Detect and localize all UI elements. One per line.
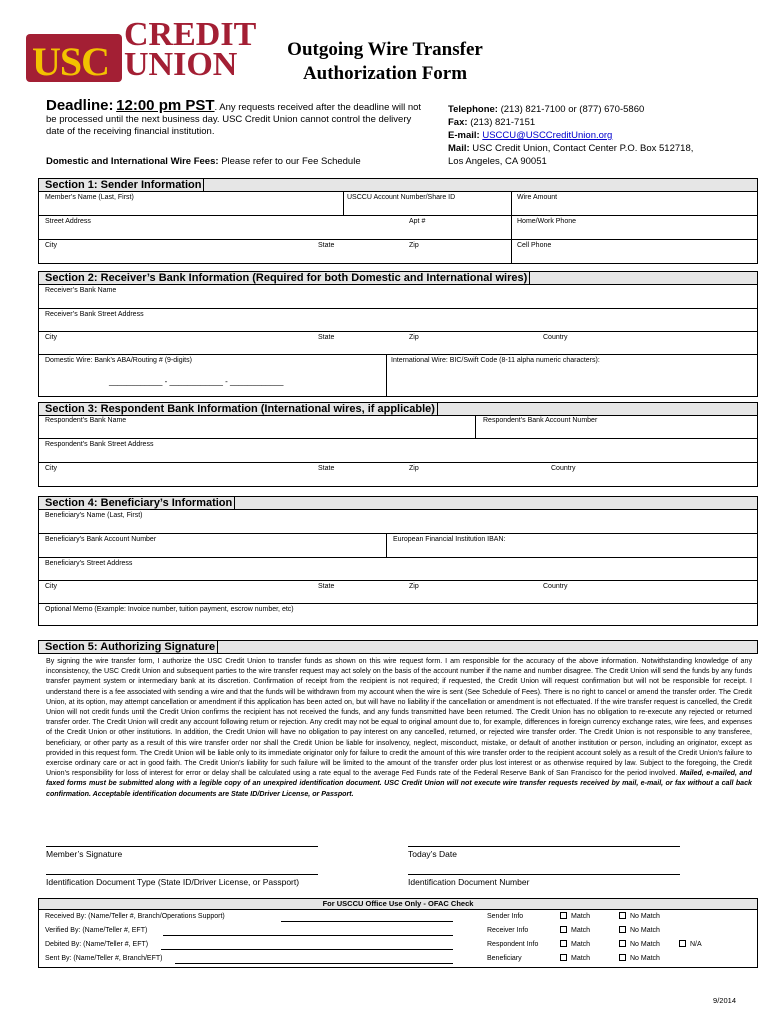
sent-by-label: Sent By: (Name/Teller #, Branch/EFT) bbox=[45, 955, 163, 962]
aba-routing-blanks[interactable]: ____________ - ____________ - ____________ bbox=[109, 377, 284, 386]
legal-terms: By signing the wire transfer form, I authorize the USC Credit Union to transfer funds as shown on this wire request form. I am responsible for the accuracy of the above information. Notwithstanding knowledge of any inconsistency, the USC Credit Union and subsequent parties to the wire transfer request may act solely on the basis of the account number if the name and number disagree. The Credit Union will send the funds by any funds transfer payment system or intermediary bank at its discretion. Confirmation of receipt from the recipient is not required; if requested, the Credit Union will request confirmation but will not be responsible for receipt. I understand there is a fee associated with sending a wire and that the funds will be withdrawn from my account when the wire is sent (See Schedule of Fees). There is no right to cancel or amend the transfer order. The Credit Union, at its option, may attempt cancellation or amendment if this application has been acted on, but will have no liability if the cancellation or amendment is not effectuated. If the wire transfer request is cancelled, the Credit Union will not credit funds until the Credit Union confirms the recipient has not received the funds, and any funds transmitted have been returned. The Credit Union has no obligation to re-execute any rejected or returned transfer order. The Credit Union will credit any account following return or rejection. Any credit may not be equal to original amount due to, for example, differences in foreign currency exchange rates, wire fees, and expenses of the Credit Union or other institutions. In addition, the Credit Union will have no obligation to pay interest on any cancelled, returned, or rejected wire transfer order. The Credit Union is not responsible to any transferee, beneficiary, or other party as a result of this wire transfer order nor shall the Credit Union be liable for insolvency, neglect, misconduct, mistake, or default of another institution or person, including an originator, except as provided in this request form. The Credit Union will be liable only to its immediate originator only for failure to credit the amount of this wire transfer order to the recipient account solely as a result of the Credit Union’s failure to exercise ordinary care or act in good faith. The Credit Union’s liability for such failure will be limited to the amount of the transfer order plus lost interest or as otherwise required by law. Subject to the foregoing, the Credit Union’s responsibility for loss of interest for error or delay shall be calculated using a rate equal to the average Fed Funds rate of the Federal Reserve Bank of San Francisco for the period involved. Mailed, e-mailed, and faxed forms must be submitted along with a legible copy of an unexpired identification document. USC Credit Union will not execute wire transfer requests received by mail, e-mail, or fax without a call back confirmation. Acceptable identification documents are State ID/Driver License, or Passport. bbox=[46, 657, 752, 798]
respondent-state-field[interactable]: State bbox=[318, 465, 335, 472]
receiver-no-match-checkbox[interactable]: No Match bbox=[619, 926, 660, 934]
date-line[interactable] bbox=[408, 846, 680, 847]
verified-by-line[interactable] bbox=[163, 935, 453, 936]
street-address-field[interactable]: Street Address bbox=[45, 218, 91, 225]
sender-info-check-label: Sender Info bbox=[487, 913, 524, 920]
beneficiary-account-field[interactable]: Beneficiary’s Bank Account Number bbox=[45, 536, 157, 543]
receiver-match-checkbox[interactable]: Match bbox=[560, 926, 590, 934]
state-field[interactable]: State bbox=[318, 242, 335, 249]
s2-row-3 bbox=[39, 331, 757, 354]
sender-no-match-checkbox[interactable]: No Match bbox=[619, 912, 660, 920]
receiver-country-field[interactable]: Country bbox=[543, 334, 568, 341]
debited-by-label: Debited By: (Name/Teller #, EFT) bbox=[45, 941, 149, 948]
usc-credit-union-logo bbox=[26, 16, 257, 84]
s3-row-1 bbox=[39, 415, 757, 438]
respondent-bank-name-field[interactable]: Respondent’s Bank Name bbox=[45, 417, 127, 424]
home-phone-field[interactable]: Home/Work Phone bbox=[517, 218, 577, 225]
respondent-street-field[interactable]: Respondent’s Bank Street Address bbox=[45, 441, 154, 448]
section-4-fields bbox=[38, 510, 758, 626]
s3-row-2 bbox=[39, 438, 757, 462]
beneficiary-state-field[interactable]: State bbox=[318, 583, 335, 590]
id-type-line[interactable] bbox=[46, 874, 318, 875]
s1-row-3 bbox=[39, 239, 757, 263]
office-use-header: For USCCU Office Use Only - OFAC Check bbox=[39, 899, 757, 910]
verified-by-label: Verified By: (Name/Teller #, EFT) bbox=[45, 927, 148, 934]
email-link[interactable]: USCCU@USCCreditUnion.org bbox=[482, 130, 613, 141]
section-1-header: Section 1: Sender Information bbox=[38, 178, 758, 192]
beneficiary-name-field[interactable]: Beneficiary’s Name (Last, First) bbox=[45, 512, 143, 519]
s4-row-4 bbox=[39, 580, 757, 603]
received-by-label: Received By: (Name/Teller #, Branch/Operations Support) bbox=[45, 913, 225, 920]
fees-notice: Domestic and International Wire Fees: Please refer to our Fee Schedule bbox=[46, 156, 361, 167]
beneficiary-match-checkbox[interactable]: Match bbox=[560, 954, 590, 962]
s2-row-1 bbox=[39, 285, 757, 308]
receiver-state-field[interactable]: State bbox=[318, 334, 335, 341]
logo-usc-text: USC bbox=[32, 39, 110, 84]
form-title: Outgoing Wire Transfer Authorization Form bbox=[287, 39, 483, 84]
account-number-field[interactable]: USCCU Account Number/Share ID bbox=[347, 194, 456, 201]
member-signature-label: Member’s Signature bbox=[46, 849, 123, 859]
respondent-no-match-checkbox[interactable]: No Match bbox=[619, 940, 660, 948]
date-label: Today’s Date bbox=[408, 849, 457, 859]
legal-terms-bold: Mailed, e-mailed, and faxed forms must be submitted along with a legible copy of an unexpired identification document. USC Credit Union will not execute wire transfer requests received by mail, e-mail, or fax without a call back confirmation. Acceptable identification documents are State ID/Driver License, or Passport. bbox=[46, 769, 752, 798]
aba-routing-field[interactable]: Domestic Wire: Bank’s ABA/Routing # (9-digits) bbox=[45, 357, 192, 364]
beneficiary-city-field[interactable]: City bbox=[45, 583, 58, 590]
respondent-account-field[interactable]: Respondent’s Bank Account Number bbox=[483, 417, 598, 424]
id-type-label: Identification Document Type (State ID/Driver License, or Passport) bbox=[46, 877, 300, 887]
member-name-field[interactable]: Member’s Name (Last, First) bbox=[45, 194, 134, 201]
s1-row-1 bbox=[39, 192, 757, 215]
deadline-notice: Deadline: 12:00 pm PST. Any requests received after the deadline will not be processed until the next business day. USC Credit Union cannot control the delivery date of the receiving financial institution. bbox=[46, 97, 422, 137]
receiver-zip-field[interactable]: Zip bbox=[409, 334, 419, 341]
form-revision-date: 9/2014 bbox=[713, 996, 736, 1005]
deadline-time: 12:00 pm PST bbox=[116, 97, 215, 114]
s3-row-3 bbox=[39, 462, 757, 486]
fax: (213) 821-7151 bbox=[470, 117, 536, 128]
sender-match-checkbox[interactable]: Match bbox=[560, 912, 590, 920]
beneficiary-street-field[interactable]: Beneficiary’s Street Address bbox=[45, 560, 133, 567]
respondent-country-field[interactable]: Country bbox=[551, 465, 576, 472]
section-5-header: Section 5: Authorizing Signature bbox=[38, 640, 758, 654]
respondent-info-check-label: Respondent Info bbox=[487, 941, 539, 948]
optional-memo-field[interactable]: Optional Memo (Example: Invoice number, tuition payment, escrow number, etc) bbox=[45, 606, 294, 613]
receiver-bank-name-field[interactable]: Receiver’s Bank Name bbox=[45, 287, 117, 294]
beneficiary-no-match-checkbox[interactable]: No Match bbox=[619, 954, 660, 962]
iban-field[interactable]: European Financial Institution IBAN: bbox=[393, 536, 506, 543]
id-number-label: Identification Document Number bbox=[408, 877, 530, 887]
id-number-line[interactable] bbox=[408, 874, 680, 875]
beneficiary-check-label: Beneficiary bbox=[487, 955, 522, 962]
s4-row-2 bbox=[39, 533, 757, 557]
beneficiary-zip-field[interactable]: Zip bbox=[409, 583, 419, 590]
s4-row-3 bbox=[39, 557, 757, 580]
member-signature-line[interactable] bbox=[46, 846, 318, 847]
s4-row-5 bbox=[39, 603, 757, 625]
received-by-line[interactable] bbox=[281, 921, 453, 922]
receiver-bank-street-field[interactable]: Receiver’s Bank Street Address bbox=[45, 311, 144, 318]
respondent-zip-field[interactable]: Zip bbox=[409, 465, 419, 472]
section-2-header: Section 2: Receiver’s Bank Information (Required for both Domestic and International wires) bbox=[38, 271, 758, 285]
respondent-city-field[interactable]: City bbox=[45, 465, 58, 472]
deadline-label: Deadline: bbox=[46, 97, 114, 114]
city-field[interactable]: City bbox=[45, 242, 58, 249]
office-use-box bbox=[38, 898, 758, 968]
section-3-fields bbox=[38, 415, 758, 487]
receiver-info-check-label: Receiver Info bbox=[487, 927, 529, 934]
receiver-city-field[interactable]: City bbox=[45, 334, 58, 341]
s2-row-4 bbox=[39, 354, 757, 396]
apt-field[interactable]: Apt # bbox=[409, 218, 426, 225]
s4-row-1 bbox=[39, 510, 757, 533]
cell-phone-field[interactable]: Cell Phone bbox=[517, 242, 552, 249]
logo-credit-union-text: CREDIT UNION bbox=[124, 16, 257, 83]
beneficiary-country-field[interactable]: Country bbox=[543, 583, 568, 590]
debited-by-line[interactable] bbox=[161, 949, 453, 950]
s2-row-2 bbox=[39, 308, 757, 331]
bic-swift-field[interactable]: International Wire: BIC/Swift Code (8-11 alpha numeric characters): bbox=[391, 357, 600, 364]
deadline-text: Any requests received after the deadline will not be processed until the next business day. USC Credit Union cannot control the delivery date of the receiving financial institution. bbox=[46, 102, 422, 137]
contact-info: Telephone: (213) 821-7100 or (877) 670-5860 Fax: (213) 821-7151 E-mail: USCCU@USCCreditUnion.org Mail: USC Credit Union, Contact Center P.O. Box 512718, Los Angeles, CA 90051 bbox=[448, 104, 694, 167]
section-1-fields bbox=[38, 192, 758, 264]
respondent-na-checkbox[interactable]: N/A bbox=[679, 940, 702, 948]
zip-field[interactable]: Zip bbox=[409, 242, 419, 249]
respondent-match-checkbox[interactable]: Match bbox=[560, 940, 590, 948]
sent-by-line[interactable] bbox=[175, 963, 453, 964]
s1-row-2 bbox=[39, 215, 757, 239]
section-3-header: Section 3: Respondent Bank Information (International wires, if applicable) bbox=[38, 402, 758, 416]
section-4-header: Section 4: Beneficiary’s Information bbox=[38, 496, 758, 510]
wire-amount-field[interactable]: Wire Amount bbox=[517, 194, 558, 201]
section-2-fields bbox=[38, 285, 758, 397]
telephone: (213) 821-7100 or (877) 670-5860 bbox=[500, 104, 645, 115]
